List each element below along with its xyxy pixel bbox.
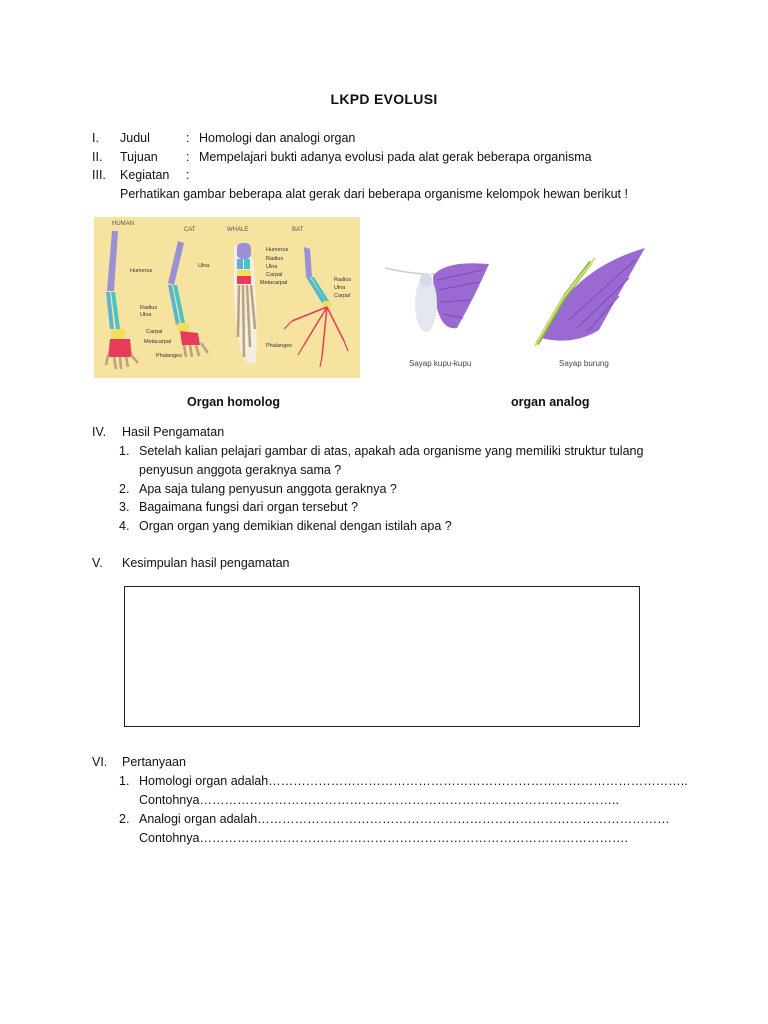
observation-num-4: 4. [119, 519, 130, 533]
label-ulna-human: Ulna [140, 312, 152, 318]
observation-num-3: 3. [119, 500, 130, 514]
observation-text-1-cont: penyusun anggota geraknya sama ? [139, 463, 342, 477]
label-kegiatan: Kegiatan [120, 168, 170, 182]
separator-3: : [186, 168, 190, 182]
observation-num-2: 2. [119, 482, 130, 496]
observation-text-3: Bagaimana fungsi dari organ tersebut ? [139, 500, 358, 514]
analog-figure [373, 220, 661, 376]
observation-text-4: Organ organ yang demikian dikenal dengan istilah apa ? [139, 519, 452, 533]
header-human: HUMAN [112, 221, 134, 227]
question-homologi-line[interactable]: Homologi organ adalah……………………………………………………………………………………….. [139, 774, 688, 788]
question-num-1: 1. [119, 774, 130, 788]
label-radius-whale: Radius [266, 256, 284, 262]
caption-organ-analog: organ analog [511, 395, 590, 409]
observation-text-1: Setelah kalian pelajari gambar di atas, apakah ada organisme yang memiliki struktur tulang [139, 444, 644, 458]
label-radius-bat: Radius [334, 277, 352, 283]
label-ulna-cat: Ulna [198, 263, 210, 269]
analog-figure-svg [373, 220, 661, 376]
section-number-6: VI. [92, 755, 108, 769]
observation-text-2: Apa saja tulang penyusun anggota geraknya ? [139, 482, 397, 496]
header-whale: WHALE [227, 227, 249, 233]
label-tujuan: Tujuan [120, 150, 158, 164]
page-title: LKPD EVOLUSI [330, 91, 438, 107]
section-number-4: IV. [92, 425, 107, 439]
question-analogi-example-line[interactable]: Contohnya…………………………………………………………………………………………. [139, 831, 628, 845]
label-judul: Judul [120, 131, 150, 145]
label-ulna-whale: Ulna [266, 264, 278, 270]
label-phalanges-human: Phalanges [156, 353, 182, 359]
label-metacarpal-human: Metacarpal [144, 339, 172, 345]
label-carpal-human: Carpal [146, 329, 163, 335]
homolog-figure [94, 217, 360, 378]
question-homologi-example-line[interactable]: Contohnya……………………………………………………………………………………….. [139, 793, 619, 807]
label-carpal-bat: Carpal [334, 293, 351, 299]
separator-2: : [186, 150, 190, 164]
bird-caption: Sayap burung [559, 359, 609, 368]
separator-1: : [186, 131, 190, 145]
header-bat: BAT [292, 227, 304, 233]
question-num-2: 2. [119, 812, 130, 826]
section-number-2: II. [92, 150, 103, 164]
label-humerus-human: Humerus [130, 268, 153, 274]
section-number-5: V. [92, 556, 103, 570]
label-metacarpal-whale: Metacarpal [260, 280, 288, 286]
observation-num-1: 1. [119, 444, 130, 458]
label-carpal-whale: Carpal [266, 272, 283, 278]
heading-pertanyaan: Pertanyaan [122, 755, 186, 769]
label-ulna-bat: Ulna [334, 285, 346, 291]
activity-instruction: Perhatikan gambar beberapa alat gerak dari beberapa organisme kelompok hewan berikut ! [120, 187, 628, 201]
section-number-3: III. [92, 168, 106, 182]
value-judul: Homologi dan analogi organ [199, 131, 356, 145]
caption-organ-homolog: Organ homolog [187, 395, 281, 409]
header-cat: CAT [184, 227, 196, 233]
heading-kesimpulan: Kesimpulan hasil pengamatan [122, 556, 290, 570]
question-analogi-line[interactable]: Analogi organ adalah……………………………………………………………………………………… [139, 812, 670, 826]
value-tujuan: Mempelajari bukti adanya evolusi pada alat gerak beberapa organisma [199, 150, 592, 164]
section-number-1: I. [92, 131, 99, 145]
heading-hasil-pengamatan: Hasil Pengamatan [122, 425, 225, 439]
butterfly-caption: Sayap kupu-kupu [409, 359, 472, 368]
label-humerus-whale: Humerus [266, 247, 289, 253]
conclusion-answer-box[interactable] [124, 586, 640, 727]
label-radius-human: Radius [140, 305, 158, 311]
label-phalanges-whale: Phalanges [266, 343, 292, 349]
homolog-figure-svg [94, 217, 360, 378]
